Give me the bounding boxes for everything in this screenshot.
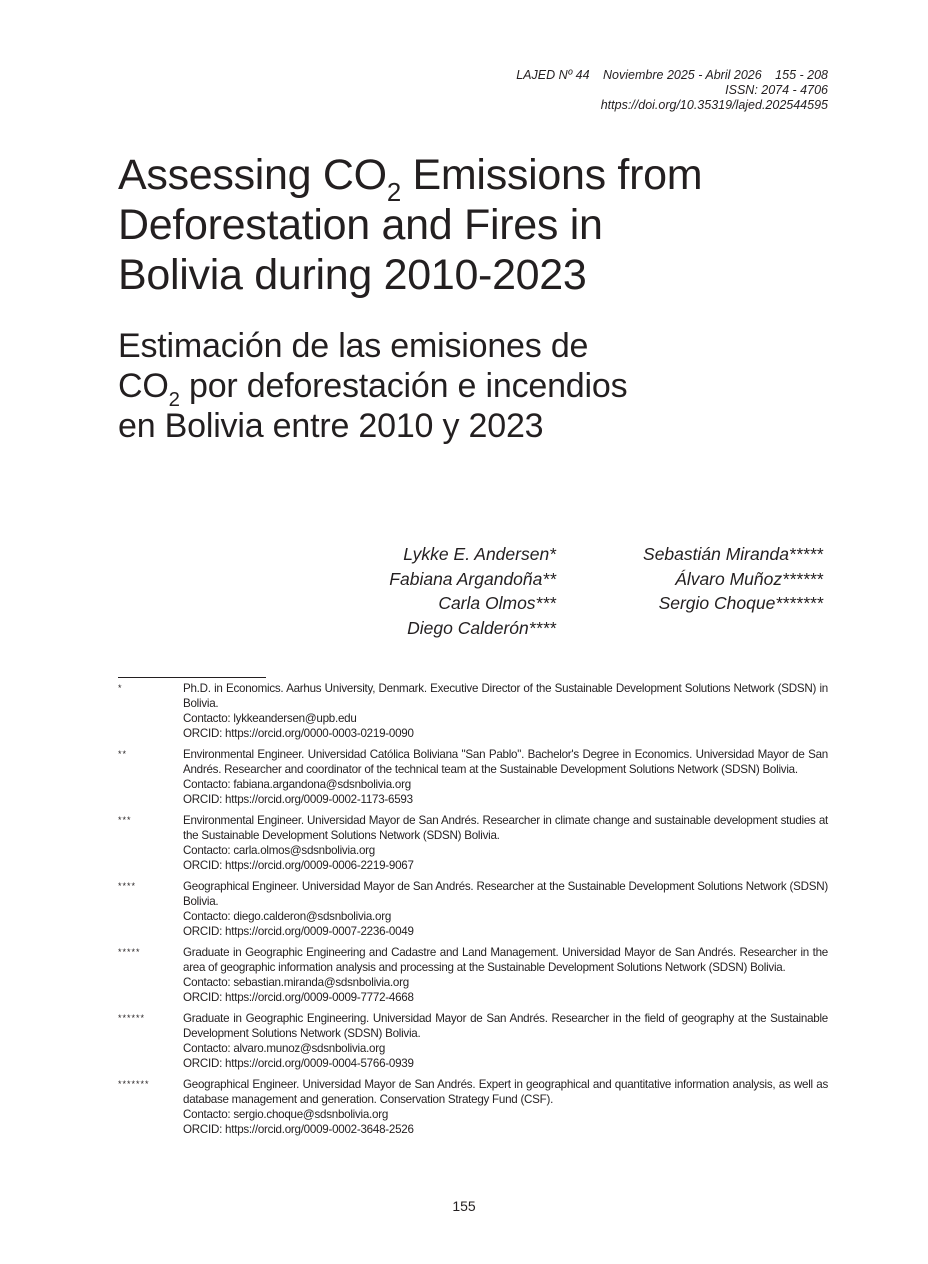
author-name: Sergio Choque******* bbox=[658, 593, 823, 613]
footnote-divider bbox=[118, 677, 266, 678]
footnote bbox=[118, 1077, 828, 1137]
footnote-contact[interactable]: Contacto: lykkeandersen@upb.edu bbox=[183, 712, 357, 725]
footnote-description: Ph.D. in Economics. Aarhus University, Denmark. Executive Director of the Sustainable Development Solutions Network (SDSN) in Bolivia. bbox=[183, 682, 828, 710]
footnote-orcid[interactable]: ORCID: https://orcid.org/0009-0004-5766-0939 bbox=[183, 1057, 414, 1070]
footnote-contact[interactable]: Contacto: diego.calderon@sdsnbolivia.org bbox=[183, 910, 392, 923]
footnote-contact[interactable]: Contacto: sergio.choque@sdsnbolivia.org bbox=[183, 1108, 389, 1121]
author-name: Lykke E. Andersen* bbox=[403, 544, 556, 564]
footnote-orcid[interactable]: ORCID: https://orcid.org/0009-0009-7772-4668 bbox=[183, 991, 414, 1004]
running-header bbox=[516, 68, 828, 113]
footnote-contact[interactable]: Contacto: sebastian.miranda@sdsnbolivia.org bbox=[183, 976, 409, 989]
author-list-left bbox=[389, 542, 556, 640]
footnote-mark: ******* bbox=[118, 1079, 150, 1089]
journal-issue: LAJED Nº 44 bbox=[516, 68, 590, 82]
footnote bbox=[118, 1011, 828, 1071]
footnote-contact[interactable]: Contacto: alvaro.munoz@sdsnbolivia.org bbox=[183, 1042, 386, 1055]
footnote-mark: ****** bbox=[118, 1013, 146, 1023]
footnote-orcid[interactable]: ORCID: https://orcid.org/0009-0006-2219-9067 bbox=[183, 859, 414, 872]
issn: ISSN: 2074 - 4706 bbox=[725, 83, 828, 97]
page-range: 155 - 208 bbox=[775, 68, 828, 82]
doi-link[interactable]: https://doi.org/10.35319/lajed.202544595 bbox=[600, 98, 828, 112]
footnote-orcid[interactable]: ORCID: https://orcid.org/0009-0007-2236-0049 bbox=[183, 925, 414, 938]
title-text: Assessing CO bbox=[118, 151, 387, 199]
footnote-description: Graduate in Geographic Engineering and Cadastre and Land Management. Universidad Mayor de San Andrés. Researcher in the area of geographic information analysis and processing at the Sustainable Development Solutions Network (SDSN) Bolivia. bbox=[183, 946, 828, 974]
footnote-mark: * bbox=[118, 683, 123, 693]
subtitle-text: Estimación de las emisiones de bbox=[118, 327, 589, 365]
footnote-contact[interactable]: Contacto: fabiana.argandona@sdsnbolivia.org bbox=[183, 778, 411, 791]
footnote-contact[interactable]: Contacto: carla.olmos@sdsnbolivia.org bbox=[183, 844, 375, 857]
subtitle-text: en Bolivia entre 2010 y 2023 bbox=[118, 407, 544, 445]
footnote-orcid[interactable]: ORCID: https://orcid.org/0009-0002-3648-2526 bbox=[183, 1123, 414, 1136]
author-list-right bbox=[643, 542, 823, 616]
footnote-description: Geographical Engineer. Universidad Mayor de San Andrés. Expert in geographical and quantitative information analysis, as well as database management and generation. Conservation Strategy Fund (CSF). bbox=[183, 1078, 828, 1106]
title-subscript: 2 bbox=[386, 178, 401, 207]
page-number: 155 bbox=[452, 1198, 476, 1214]
subtitle-text: CO bbox=[118, 367, 169, 405]
footnote bbox=[118, 681, 828, 741]
footnote-description: Geographical Engineer. Universidad Mayor de San Andrés. Researcher at the Sustainable Development Solutions Network (SDSN) Bolivia. bbox=[183, 880, 828, 908]
footnote-mark: *** bbox=[118, 815, 132, 825]
article-subtitle-spanish bbox=[118, 326, 627, 446]
subtitle-subscript: 2 bbox=[168, 389, 180, 412]
footnote bbox=[118, 813, 828, 873]
title-text: Emissions from bbox=[400, 151, 703, 199]
footnote bbox=[118, 879, 828, 939]
author-name: Sebastián Miranda***** bbox=[643, 544, 823, 564]
issue-period: Noviembre 2025 - Abril 2026 bbox=[603, 68, 762, 82]
title-text: Bolivia during 2010-2023 bbox=[118, 251, 587, 299]
footnote bbox=[118, 945, 828, 1005]
author-footnotes bbox=[118, 681, 828, 1143]
author-name: Fabiana Argandoña** bbox=[389, 568, 556, 589]
footnote-mark: ***** bbox=[118, 947, 141, 957]
footnote-description: Graduate in Geographic Engineering. Universidad Mayor de San Andrés. Researcher in the field of geography at the Sustainable Development Solutions Network (SDSN) Bolivia. bbox=[183, 1012, 828, 1040]
article-title bbox=[118, 150, 702, 300]
author-name: Álvaro Muñoz****** bbox=[675, 568, 823, 589]
footnote-description: Environmental Engineer. Universidad Mayor de San Andrés. Researcher in climate change and sustainable development studies at the Sustainable Development Solutions Network (SDSN) Bolivia. bbox=[183, 814, 828, 842]
title-text: Deforestation and Fires in bbox=[118, 201, 603, 249]
author-name: Diego Calderón**** bbox=[407, 617, 556, 638]
author-name: Carla Olmos*** bbox=[438, 593, 556, 613]
subtitle-text: por deforestación e incendios bbox=[179, 367, 628, 405]
footnote-mark: ** bbox=[118, 749, 128, 759]
footnote-mark: **** bbox=[118, 881, 137, 891]
footnote-description: Environmental Engineer. Universidad Católica Boliviana "San Pablo". Bachelor's Degree in Economics. Universidad Mayor de San Andrés. Researcher and coordinator of the technical team at the Sustainable Development Solutions Network (SDSN) Bolivia. bbox=[183, 748, 828, 776]
footnote-orcid[interactable]: ORCID: https://orcid.org/0000-0003-0219-0090 bbox=[183, 727, 414, 740]
footnote bbox=[118, 747, 828, 807]
footnote-orcid[interactable]: ORCID: https://orcid.org/0009-0002-1173-6593 bbox=[183, 793, 413, 806]
